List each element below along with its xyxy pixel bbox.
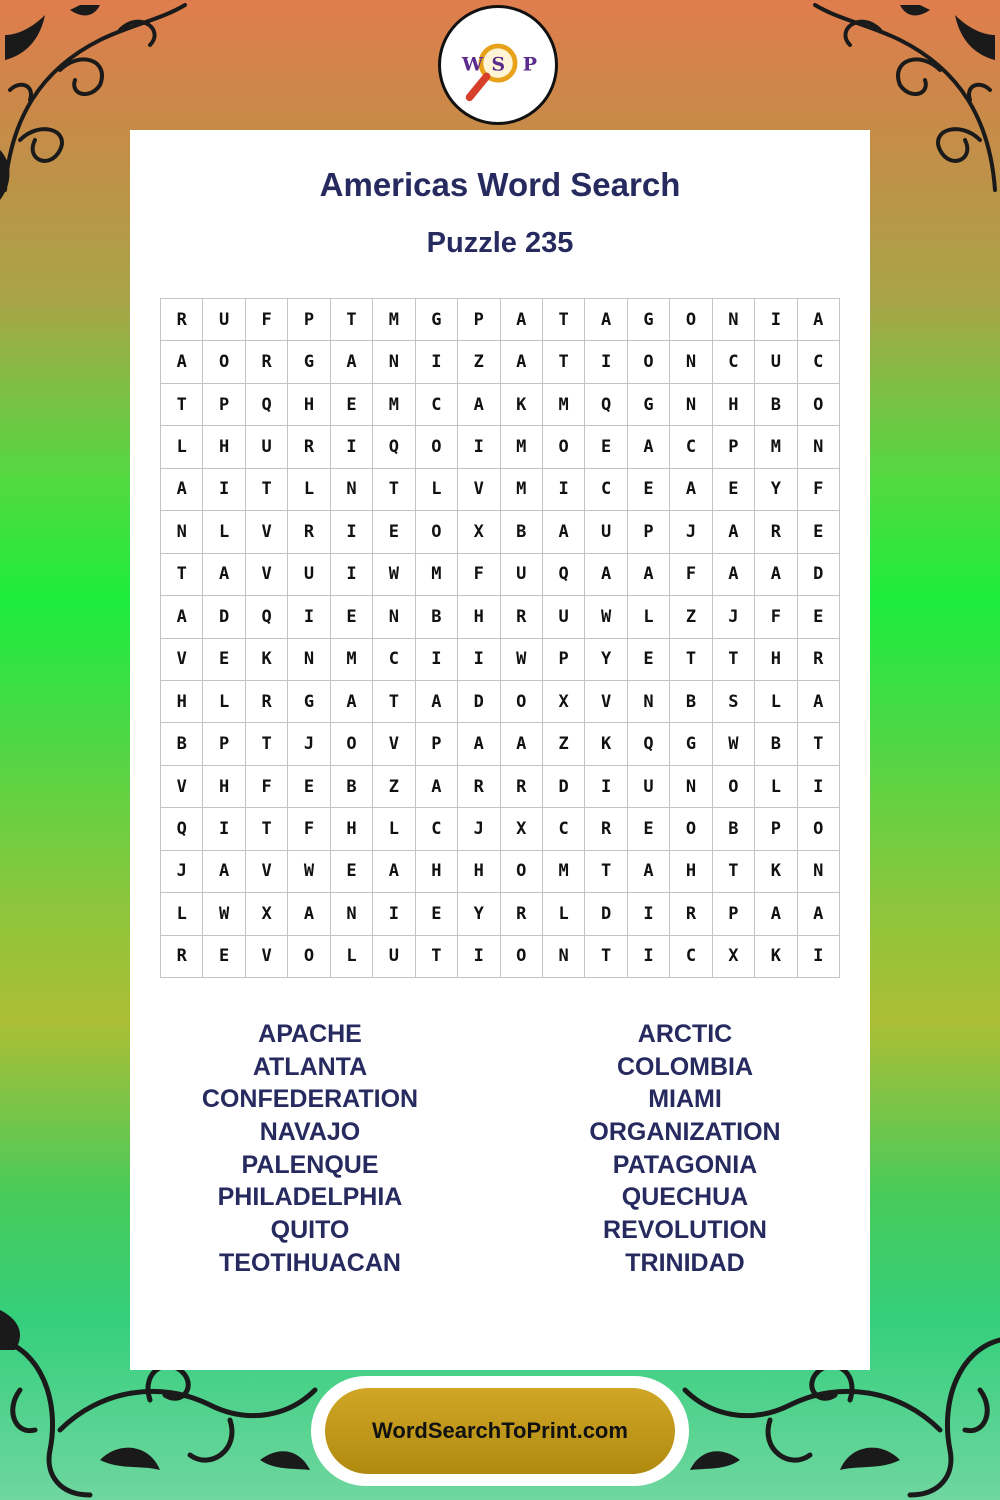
grid-cell[interactable]: P bbox=[416, 723, 458, 765]
grid-cell[interactable]: Y bbox=[458, 893, 500, 935]
grid-cell[interactable]: H bbox=[203, 766, 245, 808]
grid-cell[interactable]: H bbox=[331, 808, 373, 850]
grid-cell[interactable]: Q bbox=[543, 554, 585, 596]
grid-cell[interactable]: E bbox=[798, 596, 840, 638]
grid-cell[interactable]: E bbox=[331, 384, 373, 426]
grid-cell[interactable]: U bbox=[203, 299, 245, 341]
grid-cell[interactable]: B bbox=[161, 723, 203, 765]
grid-cell[interactable]: X bbox=[713, 936, 755, 978]
grid-cell[interactable]: I bbox=[288, 596, 330, 638]
grid-cell[interactable]: I bbox=[331, 426, 373, 468]
grid-cell[interactable]: I bbox=[628, 936, 670, 978]
word-list-item: MIAMI bbox=[648, 1085, 722, 1114]
grid-cell[interactable]: E bbox=[203, 936, 245, 978]
grid-cell[interactable]: I bbox=[373, 893, 415, 935]
grid-cell[interactable]: Q bbox=[628, 723, 670, 765]
logo-letter-w: W bbox=[461, 53, 484, 76]
grid-cell[interactable]: U bbox=[585, 511, 627, 553]
grid-cell[interactable]: A bbox=[203, 554, 245, 596]
grid-cell[interactable]: O bbox=[713, 766, 755, 808]
grid-cell[interactable]: K bbox=[755, 936, 797, 978]
grid-cell[interactable]: T bbox=[543, 299, 585, 341]
grid-cell[interactable]: L bbox=[628, 596, 670, 638]
grid-cell[interactable]: M bbox=[373, 299, 415, 341]
grid-cell[interactable]: T bbox=[585, 936, 627, 978]
word-list-item: TEOTIHUACAN bbox=[219, 1248, 401, 1277]
grid-cell[interactable]: U bbox=[501, 554, 543, 596]
grid-cell[interactable]: H bbox=[713, 384, 755, 426]
grid-cell[interactable]: E bbox=[331, 596, 373, 638]
grid-cell[interactable]: R bbox=[288, 511, 330, 553]
grid-cell[interactable]: V bbox=[246, 851, 288, 893]
grid-cell[interactable]: A bbox=[501, 723, 543, 765]
grid-cell[interactable]: R bbox=[585, 808, 627, 850]
grid-cell[interactable]: N bbox=[373, 596, 415, 638]
grid-cell[interactable]: X bbox=[458, 511, 500, 553]
grid-cell[interactable]: T bbox=[670, 639, 712, 681]
grid-cell[interactable]: D bbox=[585, 893, 627, 935]
grid-cell[interactable]: N bbox=[331, 893, 373, 935]
grid-cell[interactable]: M bbox=[501, 469, 543, 511]
word-list-item: PALENQUE bbox=[241, 1150, 379, 1179]
grid-cell[interactable]: Z bbox=[670, 596, 712, 638]
grid-cell[interactable]: C bbox=[416, 808, 458, 850]
grid-cell[interactable]: B bbox=[755, 723, 797, 765]
grid-cell[interactable]: D bbox=[203, 596, 245, 638]
grid-cell[interactable]: H bbox=[458, 851, 500, 893]
grid-cell[interactable]: I bbox=[203, 808, 245, 850]
grid-cell[interactable]: F bbox=[670, 554, 712, 596]
grid-cell[interactable]: E bbox=[713, 469, 755, 511]
grid-cell[interactable]: Q bbox=[246, 596, 288, 638]
grid-cell[interactable]: N bbox=[543, 936, 585, 978]
grid-cell[interactable]: S bbox=[713, 681, 755, 723]
grid-cell[interactable]: Q bbox=[161, 808, 203, 850]
grid-cell[interactable]: L bbox=[416, 469, 458, 511]
grid-cell[interactable]: H bbox=[670, 851, 712, 893]
grid-cell[interactable]: P bbox=[203, 384, 245, 426]
grid-cell[interactable]: N bbox=[288, 639, 330, 681]
grid-cell[interactable]: B bbox=[755, 384, 797, 426]
grid-cell[interactable]: P bbox=[713, 426, 755, 468]
grid-cell[interactable]: A bbox=[670, 469, 712, 511]
word-list-item: CONFEDERATION bbox=[201, 1085, 419, 1114]
grid-cell[interactable]: E bbox=[416, 893, 458, 935]
grid-cell[interactable]: T bbox=[585, 851, 627, 893]
grid-cell[interactable]: I bbox=[458, 639, 500, 681]
grid-cell[interactable]: A bbox=[585, 299, 627, 341]
grid-cell[interactable]: U bbox=[288, 554, 330, 596]
grid-cell[interactable]: G bbox=[670, 723, 712, 765]
grid-cell[interactable]: J bbox=[161, 851, 203, 893]
grid-cell[interactable]: L bbox=[161, 893, 203, 935]
grid-cell[interactable]: Y bbox=[755, 469, 797, 511]
grid-cell[interactable]: O bbox=[416, 426, 458, 468]
grid-cell[interactable]: Y bbox=[585, 639, 627, 681]
grid-cell[interactable]: A bbox=[458, 723, 500, 765]
grid-cell[interactable]: D bbox=[458, 681, 500, 723]
grid-cell[interactable]: O bbox=[501, 936, 543, 978]
grid-cell[interactable]: Q bbox=[585, 384, 627, 426]
grid-cell[interactable]: I bbox=[585, 766, 627, 808]
grid-cell[interactable]: A bbox=[203, 851, 245, 893]
grid-cell[interactable]: X bbox=[501, 808, 543, 850]
grid-cell[interactable]: R bbox=[288, 426, 330, 468]
grid-cell[interactable]: Z bbox=[373, 766, 415, 808]
grid-cell[interactable]: E bbox=[628, 469, 670, 511]
grid-cell[interactable]: W bbox=[501, 639, 543, 681]
grid-cell[interactable]: N bbox=[798, 426, 840, 468]
grid-cell[interactable]: C bbox=[713, 341, 755, 383]
grid-cell[interactable]: A bbox=[288, 893, 330, 935]
word-list-item: PHILADELPHIA bbox=[217, 1183, 403, 1212]
grid-cell[interactable]: X bbox=[246, 893, 288, 935]
grid-cell[interactable]: T bbox=[246, 469, 288, 511]
grid-cell[interactable]: A bbox=[713, 554, 755, 596]
grid-cell[interactable]: Q bbox=[373, 426, 415, 468]
grid-cell[interactable]: A bbox=[628, 554, 670, 596]
grid-cell[interactable]: W bbox=[373, 554, 415, 596]
grid-cell[interactable]: A bbox=[416, 766, 458, 808]
grid-cell[interactable]: W bbox=[713, 723, 755, 765]
grid-cell[interactable]: C bbox=[585, 469, 627, 511]
grid-cell[interactable]: N bbox=[798, 851, 840, 893]
grid-cell[interactable]: A bbox=[798, 893, 840, 935]
word-list-item: COLOMBIA bbox=[616, 1052, 754, 1081]
grid-cell[interactable]: G bbox=[288, 681, 330, 723]
grid-cell[interactable]: E bbox=[628, 639, 670, 681]
grid-cell[interactable]: E bbox=[331, 851, 373, 893]
grid-cell[interactable]: O bbox=[670, 808, 712, 850]
grid-cell[interactable]: P bbox=[755, 808, 797, 850]
grid-cell[interactable]: V bbox=[458, 469, 500, 511]
grid-cell[interactable]: D bbox=[798, 554, 840, 596]
grid-cell[interactable]: O bbox=[501, 851, 543, 893]
grid-cell[interactable]: I bbox=[416, 639, 458, 681]
grid-cell[interactable]: N bbox=[670, 766, 712, 808]
grid-cell[interactable]: T bbox=[373, 469, 415, 511]
grid-cell[interactable]: C bbox=[543, 808, 585, 850]
grid-cell[interactable]: A bbox=[161, 341, 203, 383]
grid-cell[interactable]: T bbox=[798, 723, 840, 765]
grid-cell[interactable]: A bbox=[585, 554, 627, 596]
grid-cell[interactable]: A bbox=[713, 511, 755, 553]
grid-cell[interactable]: O bbox=[331, 723, 373, 765]
grid-cell[interactable]: R bbox=[161, 299, 203, 341]
grid-cell[interactable]: L bbox=[161, 426, 203, 468]
grid-cell[interactable]: N bbox=[670, 384, 712, 426]
grid-cell[interactable]: A bbox=[331, 681, 373, 723]
grid-cell[interactable]: R bbox=[670, 893, 712, 935]
grid-cell[interactable]: N bbox=[713, 299, 755, 341]
grid-cell[interactable]: V bbox=[246, 936, 288, 978]
grid-cell[interactable]: E bbox=[203, 639, 245, 681]
grid-cell[interactable]: O bbox=[628, 341, 670, 383]
grid-cell[interactable]: A bbox=[755, 893, 797, 935]
puzzle-panel bbox=[130, 130, 870, 1370]
grid-cell[interactable]: A bbox=[501, 299, 543, 341]
word-list-item: ARCTIC bbox=[637, 1020, 733, 1048]
grid-cell[interactable]: O bbox=[203, 341, 245, 383]
grid-cell[interactable]: W bbox=[203, 893, 245, 935]
grid-cell[interactable]: I bbox=[458, 426, 500, 468]
grid-cell[interactable]: R bbox=[755, 511, 797, 553]
grid-cell[interactable]: E bbox=[798, 511, 840, 553]
grid-cell[interactable]: P bbox=[203, 723, 245, 765]
grid-cell[interactable]: M bbox=[501, 426, 543, 468]
grid-cell[interactable]: D bbox=[543, 766, 585, 808]
grid-cell[interactable]: I bbox=[416, 341, 458, 383]
grid-cell[interactable]: A bbox=[161, 596, 203, 638]
grid-cell[interactable]: W bbox=[288, 851, 330, 893]
grid-cell[interactable]: F bbox=[246, 299, 288, 341]
grid-cell[interactable]: E bbox=[628, 808, 670, 850]
grid-cell[interactable]: T bbox=[246, 808, 288, 850]
grid-cell[interactable]: I bbox=[458, 936, 500, 978]
grid-cell[interactable]: K bbox=[501, 384, 543, 426]
word-list-item: ORGANIZATION bbox=[589, 1118, 781, 1147]
grid-cell[interactable]: V bbox=[161, 766, 203, 808]
grid-cell[interactable]: T bbox=[246, 723, 288, 765]
puzzle-title: Americas Word Search bbox=[319, 166, 681, 203]
grid-cell[interactable]: K bbox=[755, 851, 797, 893]
word-list-item: QUITO bbox=[270, 1216, 350, 1245]
word-list-item: QUECHUA bbox=[621, 1183, 749, 1212]
grid-cell[interactable]: C bbox=[416, 384, 458, 426]
grid-cell[interactable]: A bbox=[798, 299, 840, 341]
grid-cell[interactable]: L bbox=[543, 893, 585, 935]
wsp-logo bbox=[438, 5, 558, 125]
grid-cell[interactable]: T bbox=[161, 554, 203, 596]
grid-cell[interactable]: L bbox=[288, 469, 330, 511]
grid-cell[interactable]: J bbox=[670, 511, 712, 553]
grid-cell[interactable]: O bbox=[543, 426, 585, 468]
grid-cell[interactable]: C bbox=[373, 639, 415, 681]
grid-cell[interactable]: B bbox=[713, 808, 755, 850]
grid-cell[interactable]: V bbox=[585, 681, 627, 723]
grid-cell[interactable]: R bbox=[246, 341, 288, 383]
grid-cell[interactable]: Q bbox=[246, 384, 288, 426]
grid-cell[interactable]: I bbox=[798, 936, 840, 978]
grid-cell[interactable]: E bbox=[288, 766, 330, 808]
grid-cell[interactable]: W bbox=[585, 596, 627, 638]
grid-cell[interactable]: P bbox=[458, 299, 500, 341]
grid-cell[interactable]: B bbox=[331, 766, 373, 808]
grid-cell[interactable]: I bbox=[331, 554, 373, 596]
grid-cell[interactable]: E bbox=[373, 511, 415, 553]
grid-cell[interactable]: M bbox=[416, 554, 458, 596]
grid-cell[interactable]: R bbox=[501, 766, 543, 808]
grid-cell[interactable]: K bbox=[246, 639, 288, 681]
grid-cell[interactable]: O bbox=[416, 511, 458, 553]
grid-cell[interactable]: G bbox=[416, 299, 458, 341]
grid-cell[interactable]: F bbox=[246, 766, 288, 808]
grid-cell[interactable]: N bbox=[670, 341, 712, 383]
grid-cell[interactable]: N bbox=[161, 511, 203, 553]
grid-cell[interactable]: C bbox=[798, 341, 840, 383]
grid-cell[interactable]: O bbox=[798, 808, 840, 850]
site-button-frame bbox=[311, 1376, 689, 1486]
grid-cell[interactable]: J bbox=[713, 596, 755, 638]
grid-cell[interactable]: N bbox=[628, 681, 670, 723]
grid-cell[interactable]: L bbox=[203, 681, 245, 723]
grid-cell[interactable]: H bbox=[161, 681, 203, 723]
grid-cell[interactable]: U bbox=[543, 596, 585, 638]
grid-cell[interactable]: A bbox=[628, 426, 670, 468]
grid-cell[interactable]: H bbox=[288, 384, 330, 426]
grid-cell[interactable]: A bbox=[161, 469, 203, 511]
word-list-item: ATLANTA bbox=[252, 1052, 368, 1081]
grid-cell[interactable]: H bbox=[755, 639, 797, 681]
grid-cell[interactable]: U bbox=[628, 766, 670, 808]
grid-cell[interactable]: I bbox=[331, 511, 373, 553]
grid-cell[interactable]: R bbox=[501, 596, 543, 638]
grid-cell[interactable]: C bbox=[670, 936, 712, 978]
grid-cell[interactable]: G bbox=[288, 341, 330, 383]
grid-cell[interactable]: O bbox=[670, 299, 712, 341]
grid-cell[interactable]: M bbox=[543, 384, 585, 426]
grid-cell[interactable]: L bbox=[331, 936, 373, 978]
grid-cell[interactable]: E bbox=[585, 426, 627, 468]
grid-cell[interactable]: M bbox=[373, 384, 415, 426]
grid-cell[interactable]: F bbox=[755, 596, 797, 638]
grid-cell[interactable]: A bbox=[501, 341, 543, 383]
grid-cell[interactable]: T bbox=[543, 341, 585, 383]
grid-cell[interactable]: U bbox=[373, 936, 415, 978]
grid-cell[interactable]: R bbox=[161, 936, 203, 978]
grid-cell[interactable]: I bbox=[755, 299, 797, 341]
grid-cell[interactable]: F bbox=[288, 808, 330, 850]
magnifier-icon bbox=[441, 8, 555, 122]
grid-cell[interactable]: R bbox=[501, 893, 543, 935]
grid-cell[interactable]: M bbox=[543, 851, 585, 893]
grid-cell[interactable]: R bbox=[246, 681, 288, 723]
word-list-item: TRINIDAD bbox=[625, 1248, 745, 1277]
grid-cell[interactable]: B bbox=[416, 596, 458, 638]
grid-cell[interactable]: C bbox=[670, 426, 712, 468]
grid-cell[interactable]: P bbox=[543, 639, 585, 681]
grid-cell[interactable]: U bbox=[755, 341, 797, 383]
grid-cell[interactable]: F bbox=[458, 554, 500, 596]
site-link-button[interactable]: WordSearchToPrint.com bbox=[325, 1388, 675, 1474]
grid-cell[interactable]: L bbox=[755, 681, 797, 723]
word-list-item: APACHE bbox=[258, 1020, 362, 1048]
grid-cell[interactable]: R bbox=[798, 639, 840, 681]
logo-letter-p: P bbox=[522, 53, 537, 76]
grid-cell[interactable]: I bbox=[585, 341, 627, 383]
grid-cell[interactable]: H bbox=[203, 426, 245, 468]
grid-cell[interactable]: V bbox=[246, 554, 288, 596]
grid-cell[interactable]: K bbox=[585, 723, 627, 765]
word-list-item: NAVAJO bbox=[259, 1118, 361, 1147]
word-list-left bbox=[125, 1018, 495, 1280]
logo-letter-s: S bbox=[491, 53, 506, 76]
grid-cell[interactable]: T bbox=[713, 639, 755, 681]
grid-cell[interactable]: A bbox=[416, 681, 458, 723]
grid-cell[interactable]: V bbox=[161, 639, 203, 681]
grid-cell[interactable]: A bbox=[798, 681, 840, 723]
grid-cell[interactable]: H bbox=[416, 851, 458, 893]
grid-cell[interactable]: O bbox=[798, 384, 840, 426]
grid-cell[interactable]: L bbox=[373, 808, 415, 850]
grid-cell[interactable]: V bbox=[373, 723, 415, 765]
grid-cell[interactable]: A bbox=[331, 341, 373, 383]
grid-cell[interactable]: U bbox=[246, 426, 288, 468]
grid-cell[interactable]: P bbox=[628, 511, 670, 553]
grid-cell[interactable]: I bbox=[203, 469, 245, 511]
grid-cell[interactable]: B bbox=[501, 511, 543, 553]
grid-cell[interactable]: F bbox=[798, 469, 840, 511]
grid-cell[interactable]: T bbox=[331, 299, 373, 341]
grid-cell[interactable]: X bbox=[543, 681, 585, 723]
grid-cell[interactable]: V bbox=[246, 511, 288, 553]
word-list-right bbox=[500, 1018, 870, 1280]
grid-cell[interactable]: J bbox=[458, 808, 500, 850]
grid-cell[interactable]: A bbox=[373, 851, 415, 893]
grid-cell[interactable]: P bbox=[288, 299, 330, 341]
grid-cell[interactable]: M bbox=[331, 639, 373, 681]
grid-cell[interactable]: T bbox=[713, 851, 755, 893]
grid-cell[interactable]: T bbox=[373, 681, 415, 723]
grid-cell[interactable]: T bbox=[161, 384, 203, 426]
word-list-item: PATAGONIA bbox=[612, 1150, 758, 1179]
grid-cell[interactable]: O bbox=[288, 936, 330, 978]
grid-cell[interactable]: N bbox=[373, 341, 415, 383]
grid-cell[interactable]: O bbox=[501, 681, 543, 723]
grid-cell[interactable]: L bbox=[203, 511, 245, 553]
grid-cell[interactable]: R bbox=[458, 766, 500, 808]
grid-cell[interactable]: L bbox=[755, 766, 797, 808]
word-list-item: REVOLUTION bbox=[603, 1216, 767, 1245]
grid-cell[interactable]: I bbox=[798, 766, 840, 808]
grid-cell[interactable]: A bbox=[458, 384, 500, 426]
grid-cell[interactable]: I bbox=[628, 893, 670, 935]
puzzle-number: Puzzle 235 bbox=[426, 227, 574, 259]
grid-cell[interactable]: B bbox=[670, 681, 712, 723]
grid-cell[interactable]: G bbox=[628, 384, 670, 426]
grid-cell[interactable]: P bbox=[713, 893, 755, 935]
grid-cell[interactable]: H bbox=[458, 596, 500, 638]
letter-grid[interactable] bbox=[160, 298, 840, 978]
grid-cell[interactable]: M bbox=[755, 426, 797, 468]
grid-cell[interactable]: Z bbox=[543, 723, 585, 765]
grid-cell[interactable]: I bbox=[543, 469, 585, 511]
grid-cell[interactable]: J bbox=[288, 723, 330, 765]
grid-cell[interactable]: T bbox=[416, 936, 458, 978]
grid-cell[interactable]: A bbox=[543, 511, 585, 553]
grid-cell[interactable]: Z bbox=[458, 341, 500, 383]
grid-cell[interactable]: N bbox=[331, 469, 373, 511]
grid-cell[interactable]: A bbox=[755, 554, 797, 596]
grid-cell[interactable]: G bbox=[628, 299, 670, 341]
grid-cell[interactable]: A bbox=[628, 851, 670, 893]
